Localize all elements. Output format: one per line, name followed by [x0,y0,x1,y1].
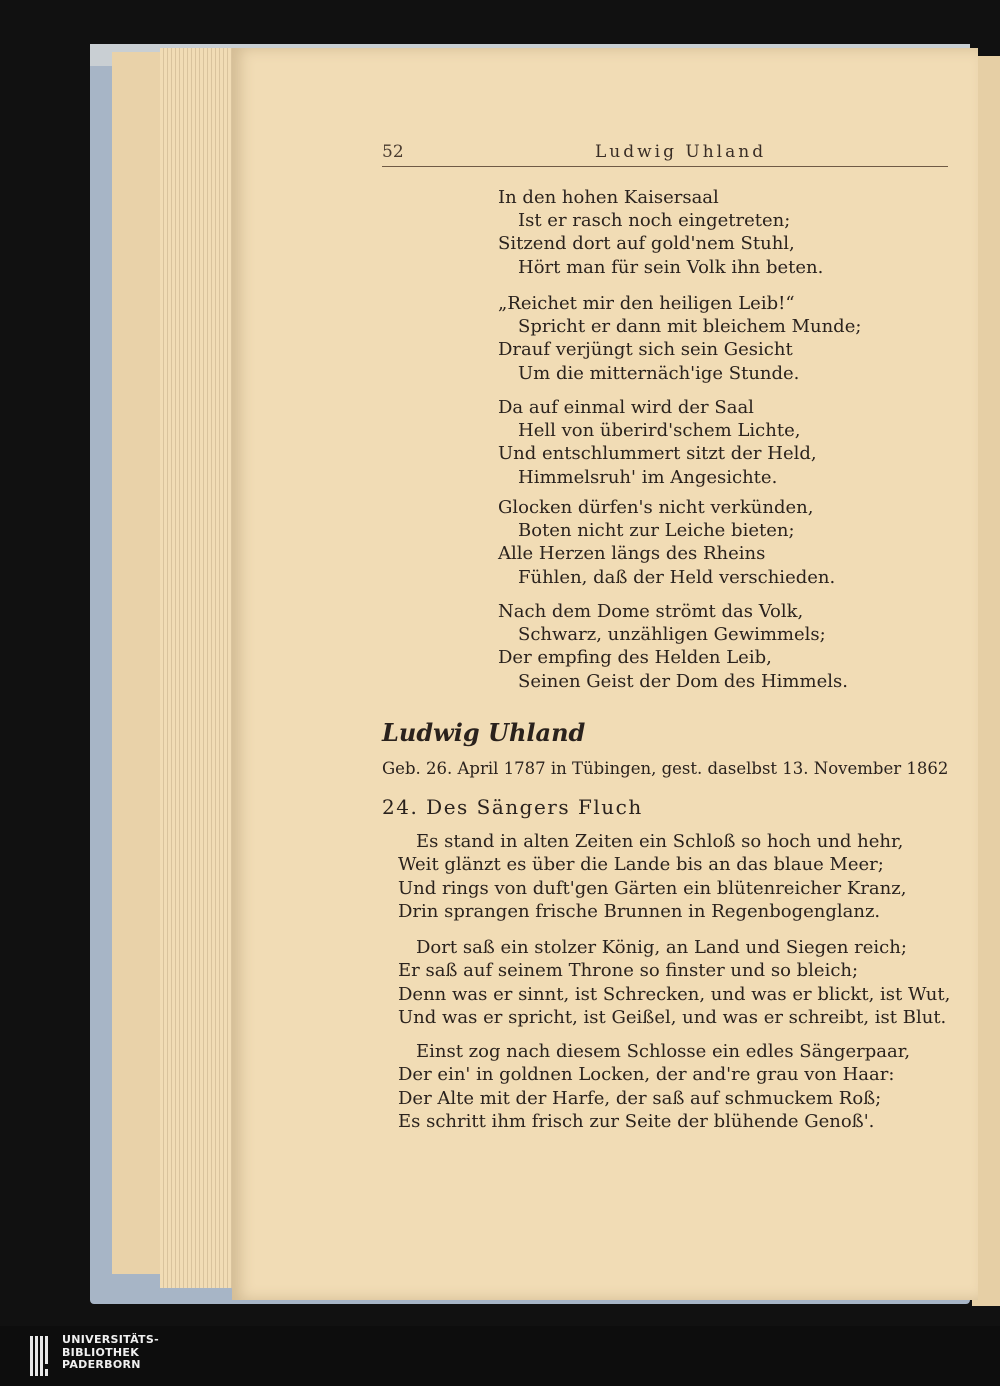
poem-stanza [398,830,906,924]
verse-line: Und was er spricht, ist Geißel, und was er schreibt, ist Blut. [398,1007,947,1029]
logo-line: BIBLIOTHEK [62,1345,140,1359]
verse-line: Hört man für sein Volk ihn beten. [518,256,824,278]
verse-line: Spricht er dann mit bleichem Munde; [518,316,862,338]
verse-line: Und entschlummert sitzt der Held, [498,443,817,465]
verse-line: Denn was er sinnt, ist Schrecken, und was er blickt, ist Wut, [398,983,951,1005]
author-name: Ludwig Uhland [382,718,586,747]
verse-line: Dort saß ein stolzer König, an Land und Siegen reich; [416,937,907,958]
verse-line: Alle Herzen längs des Rheins [498,543,766,565]
verse-line: Da auf einmal wird der Saal [498,397,754,418]
verse-line: Glocken dürfen's nicht verkünden, [498,497,814,518]
verse-line: Drin sprangen frische Brunnen in Regenbogenglanz. [398,901,881,923]
stanza [498,292,861,385]
verse-line: Weit glänzt es über die Lande bis an das blaue Meer; [398,854,884,876]
stanza [498,496,835,589]
verse-line: Und rings von duft'gen Gärten ein blütenreicher Kranz, [398,877,907,899]
stanza [498,396,817,489]
verse-line: Der ein' in goldnen Locken, der and're grau von Haar: [398,1064,895,1086]
stanza [498,600,848,693]
verse-line: Er saß auf seinem Throne so finster und so bleich; [398,960,859,982]
verse-line: Fühlen, daß der Held verschieden. [518,566,836,588]
verse-line: Ist er rasch noch eingetreten; [518,210,791,232]
running-head: Ludwig Uhland [595,142,767,162]
logo-line: UNIVERSITÄTS- [62,1333,159,1346]
verse-line: In den hohen Kaisersaal [498,187,719,208]
verse-line: Seinen Geist der Dom des Himmels. [518,670,848,692]
poem-stanza [398,1040,910,1134]
verse-line: Hell von überird'schem Lichte, [518,420,801,442]
verse-line: Einst zog nach diesem Schlosse ein edles Sängerpaar, [416,1041,911,1062]
poem-title: 24. Des Sängers Fluch [382,795,643,819]
verse-line: Es schritt ihm frisch zur Seite der blühende Genoß'. [398,1111,875,1133]
poem-stanza [398,936,950,1030]
verse-line: Drauf verjüngt sich sein Gesicht [498,339,793,361]
page-stack [160,48,240,1288]
verse-line: Nach dem Dome strömt das Volk, [498,601,804,622]
author-bio: Geb. 26. April 1787 in Tübingen, gest. daselbst 13. November 1862 [382,759,949,778]
verse-line: Der empfing des Helden Leib, [498,647,772,669]
verse-line: Himmelsruh' im Angesichte. [518,466,778,488]
verse-line: Der Alte mit der Harfe, der saß auf schmuckem Roß; [398,1087,882,1109]
verse-line: Schwarz, unzähligen Gewimmels; [518,624,826,646]
library-logo-icon [30,1336,52,1376]
verse-line: „Reichet mir den heiligen Leib!“ [498,293,795,314]
verse-line: Um die mitternäch'ige Stunde. [518,362,800,384]
stanza [498,186,823,279]
header-rule [382,166,948,167]
verse-line: Sitzend dort auf gold'nem Stuhl, [498,233,795,255]
verse-line: Es stand in alten Zeiten ein Schloß so hoch und hehr, [416,831,904,852]
verse-line: Boten nicht zur Leiche bieten; [518,520,795,542]
logo-line: PADERBORN [62,1358,141,1371]
library-logo-text [62,1334,159,1372]
page-number: 52 [382,142,404,162]
